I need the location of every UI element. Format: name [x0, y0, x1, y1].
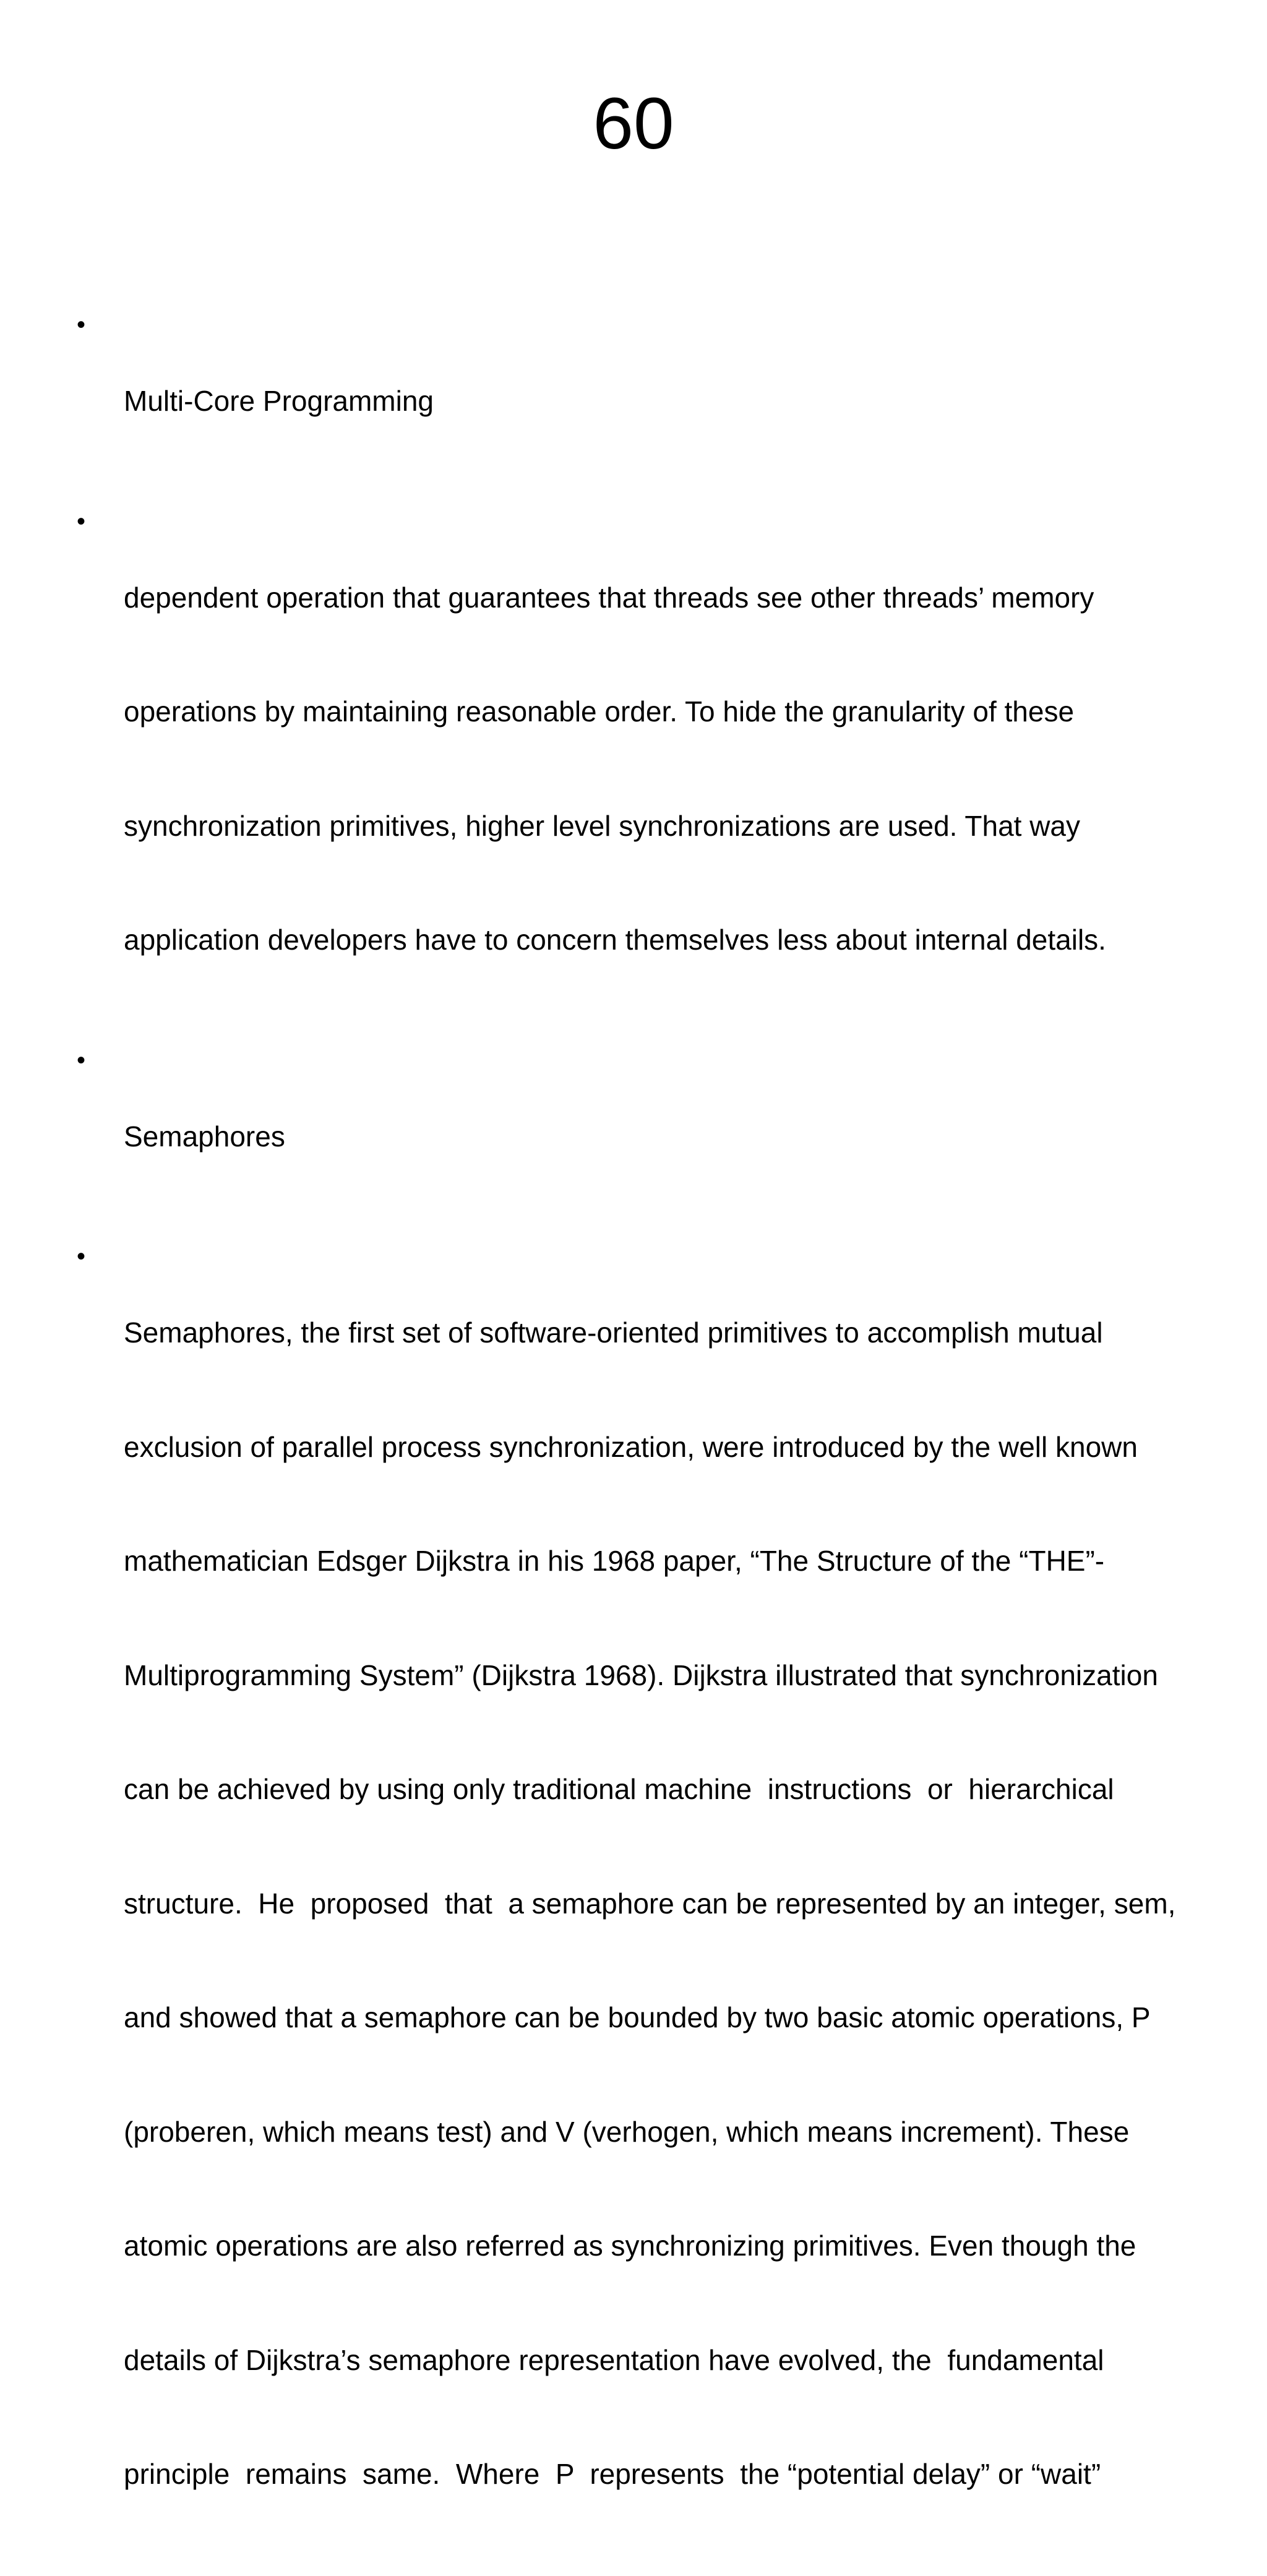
bullet-list	[74, 306, 1225, 2576]
text-line: dependent operation that guarantees that threads see other threads’ memory	[124, 581, 1094, 614]
text-line: details of Dijkstra’s semaphore representation have evolved, the fundamental	[124, 2343, 1104, 2376]
bullet-item-3	[74, 1042, 1225, 1232]
slide-title: 60	[593, 83, 674, 165]
bullet-text	[124, 1042, 1225, 1232]
text-line: and showed that a semaphore can be bounded by two basic atomic operations, P	[124, 2001, 1151, 2033]
text-line: atomic operations are also referred as synchronizing primitives. Even though the	[124, 2230, 1136, 2262]
text-line: exclusion of parallel process synchronization, were introduced by the well known	[124, 1430, 1138, 1463]
text-line: mathematician Edsger Dijkstra in his 1968 paper, “The Structure of the “THE”-	[124, 1545, 1105, 1577]
text-line: synchronization primitives, higher level synchronizations are used. That way	[124, 809, 1081, 842]
text-line: principle remains same. Where P represents the “potential delay” or “wait”	[124, 2458, 1101, 2490]
text-line: can be achieved by using only traditional machine instructions or hierarchical	[124, 1773, 1114, 1805]
bullet-text	[124, 1238, 1225, 2570]
text-line: Semaphores, the first set of software-oriented primitives to accomplish mutual	[124, 1316, 1103, 1349]
bullet-item-4	[74, 1238, 1225, 2570]
bullet-dot-icon: •	[77, 1243, 86, 1270]
bullet-text	[124, 306, 1225, 497]
bullet-dot-icon: •	[77, 311, 86, 338]
bullet-dot-icon: •	[77, 1046, 86, 1074]
text-line: Semaphores	[124, 1120, 285, 1153]
bullet-item-1	[74, 306, 1225, 497]
text-line: Multi-Core Programming	[124, 385, 434, 417]
bullet-item-2	[74, 503, 1225, 1036]
text-line: (proberen, which means test) and V (verhogen, which means increment). These	[124, 2115, 1130, 2148]
bullet-text	[124, 503, 1225, 1036]
text-line: operations by maintaining reasonable order. To hide the granularity of these	[124, 695, 1075, 728]
bullet-dot-icon: •	[77, 507, 86, 535]
text-line: structure. He proposed that a semaphore can be represented by an integer, sem,	[124, 1887, 1176, 1920]
text-line: Multiprogramming System” (Dijkstra 1968). Dijkstra illustrated that synchronization	[124, 1659, 1158, 1691]
text-line: application developers have to concern themselves less about internal details.	[124, 924, 1106, 956]
